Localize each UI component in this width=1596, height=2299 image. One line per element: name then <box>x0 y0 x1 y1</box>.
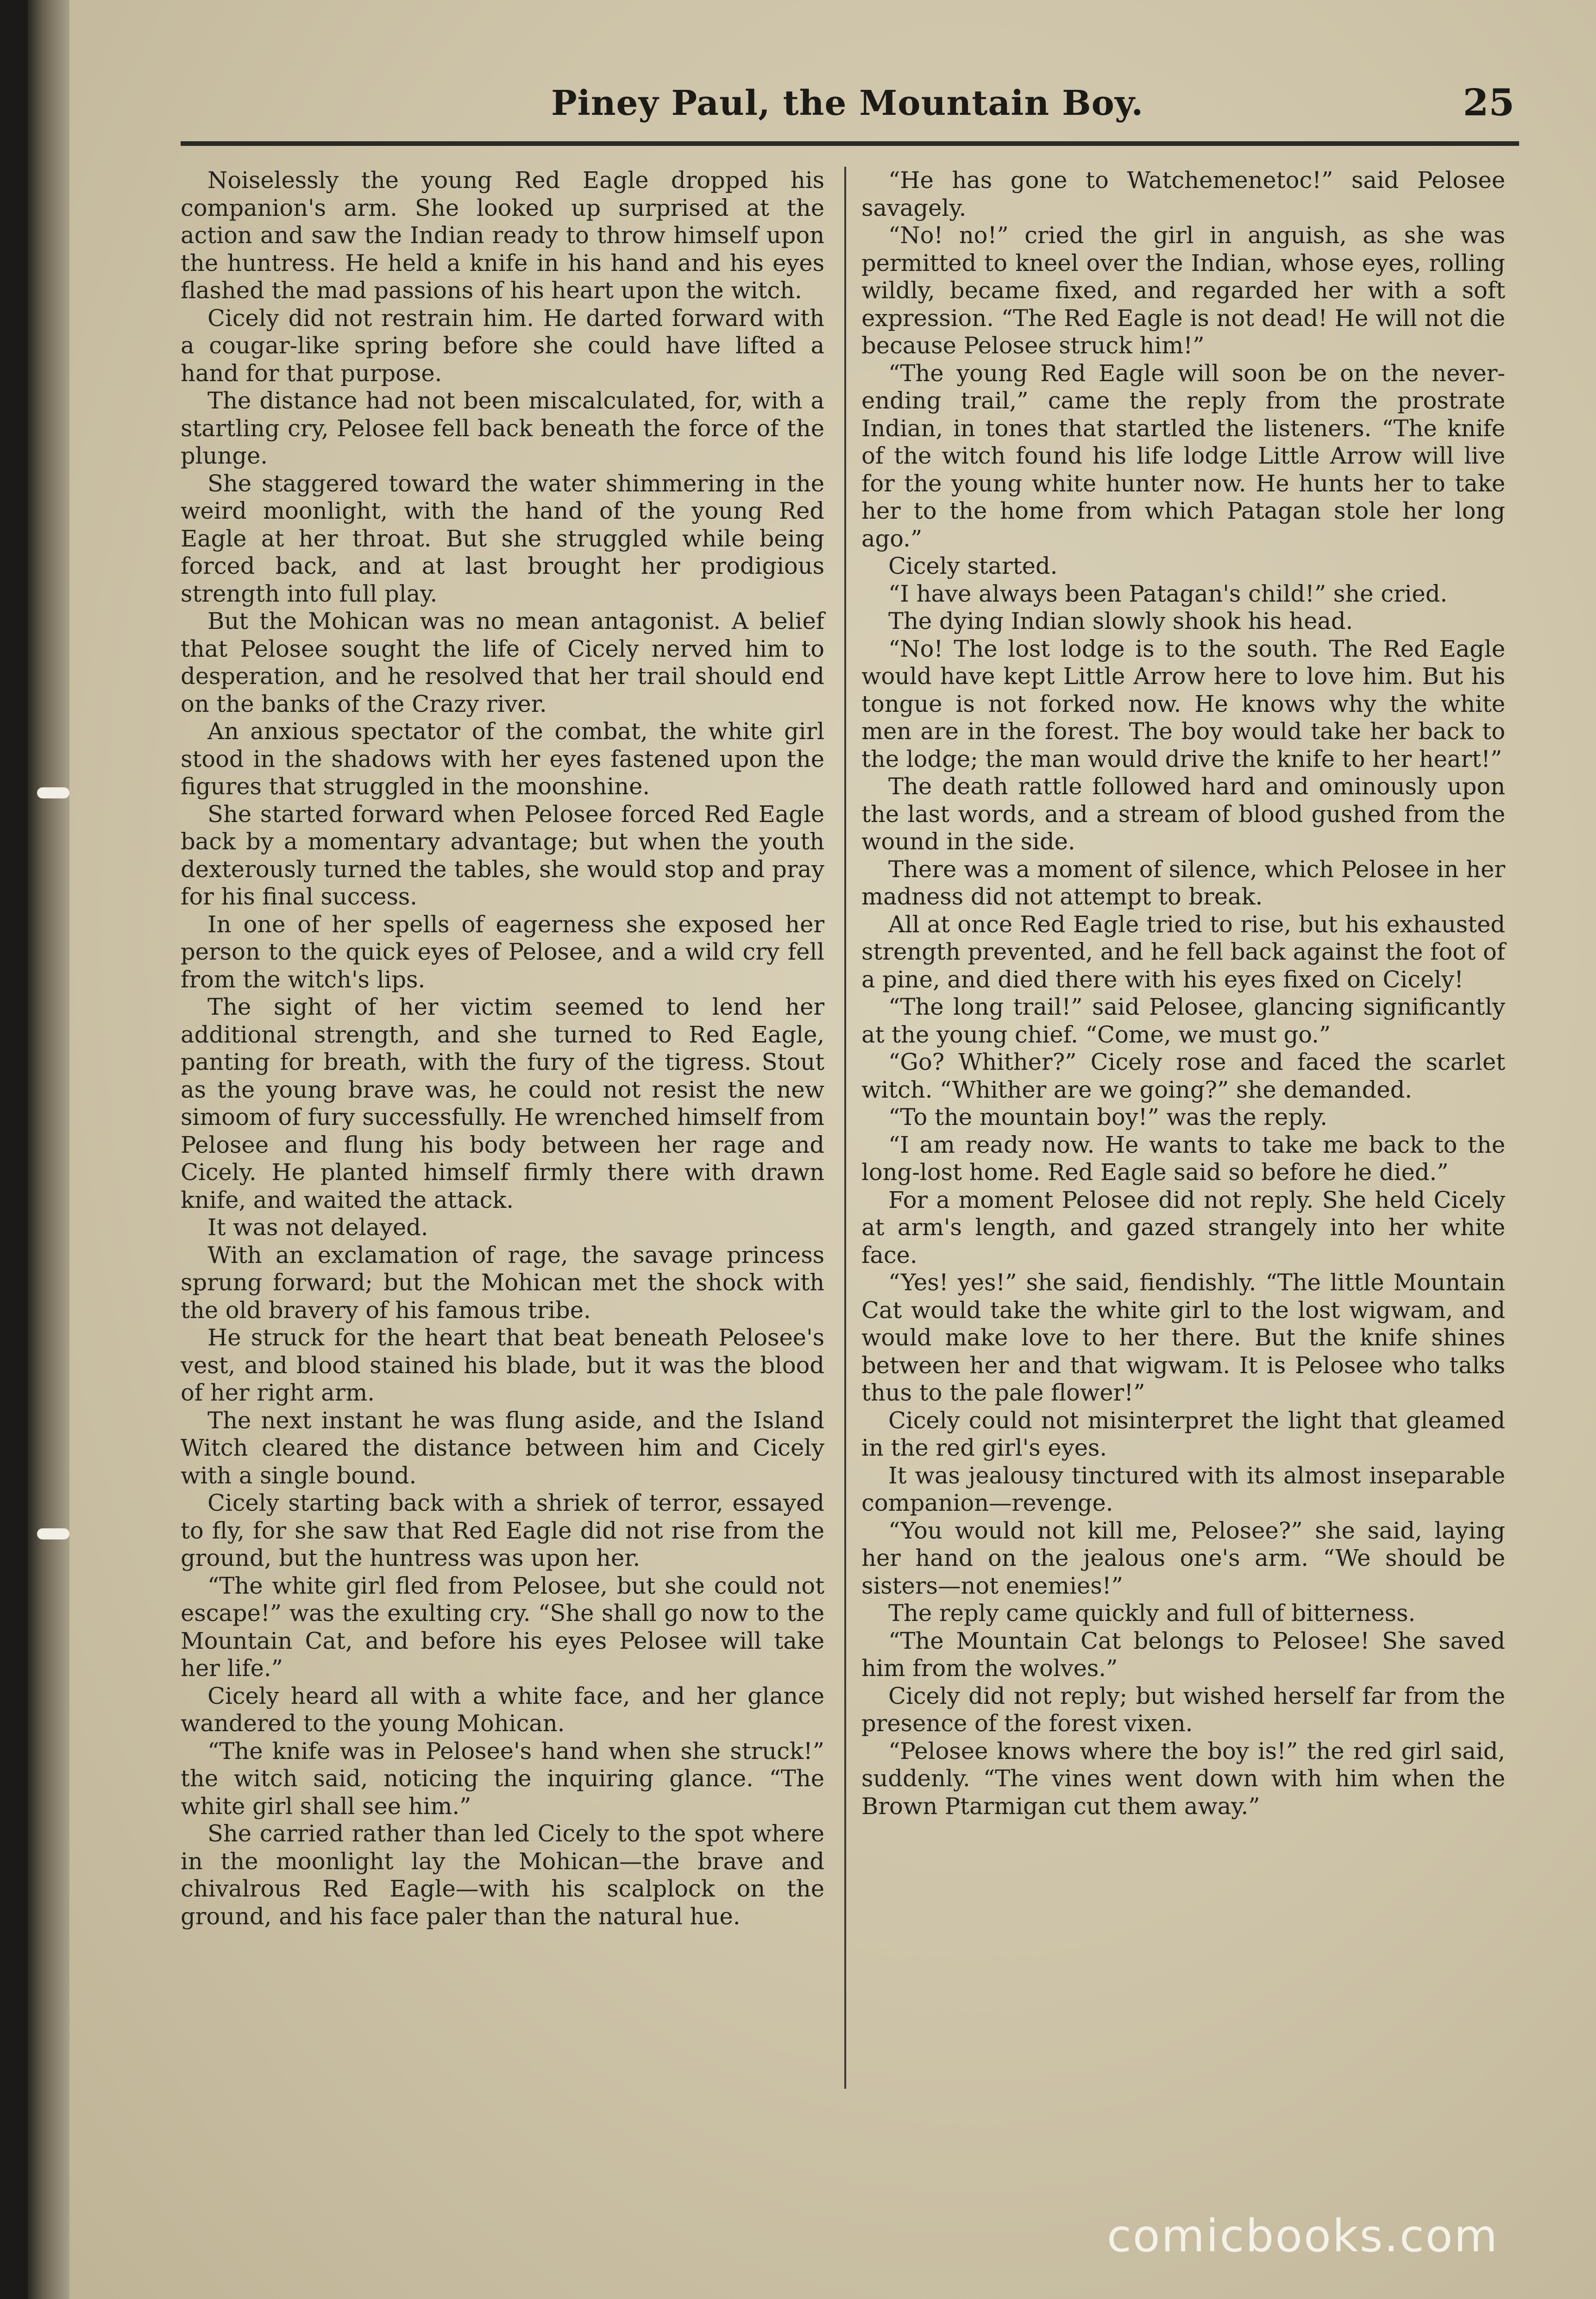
paragraph: For a moment Pelosee did not reply. She held Cicely at arm's length, and gazed strangely into her white face. <box>861 1186 1505 1269</box>
paragraph: There was a moment of silence, which Pelosee in her madness did not attempt to break. <box>861 855 1505 910</box>
paragraph: “Go? Whither?” Cicely rose and faced the scarlet witch. “Whither are we going?” she demanded. <box>861 1049 1505 1103</box>
paragraph: Cicely started. <box>888 553 1058 579</box>
watermark: comicbooks.com <box>1106 2210 1499 2262</box>
right-column <box>861 167 1505 1820</box>
paragraph: Cicely did not restrain him. He darted forward with a cougar-like spring before she could have lifted a hand for that purpose. <box>181 304 824 387</box>
paragraph: It was not delayed. <box>207 1214 428 1241</box>
paragraph: The next instant he was flung aside, and the Island Witch cleared the distance between him and Cicely with a single bound. <box>181 1407 824 1489</box>
paragraph: “The knife was in Pelosee's hand when she struck!” the witch said, noticing the inquiring glance. “The white girl shall see him.” <box>181 1737 824 1820</box>
paragraph: Cicely could not misinterpret the light that gleamed in the red girl's eyes. <box>861 1407 1505 1461</box>
paragraph: It was jealousy tinctured with its almost inseparable companion—revenge. <box>861 1462 1505 1516</box>
paragraph: In one of her spells of eagerness she exposed her person to the quick eyes of Pelosee, and a wild cry fell from the witch's lips. <box>181 911 824 993</box>
page-number: 25 <box>1463 81 1514 124</box>
paragraph: “He has gone to Watchemenetoc!” said Pelosee savagely. <box>861 167 1505 221</box>
paragraph: All at once Red Eagle tried to rise, but his exhausted strength prevented, and he fell back against the foot of a pine, and died there with his eyes fixed on Cicely! <box>861 911 1505 993</box>
paragraph: “The white girl fled from Pelosee, but she could not escape!” was the exulting cry. “She shall go now to the Mountain Cat, and before his eyes Pelosee will take her life.” <box>181 1572 824 1682</box>
left-column <box>181 167 824 1930</box>
paragraph: He struck for the heart that beat beneath Pelosee's vest, and blood stained his blade, but it was the blood of her right arm. <box>181 1324 824 1406</box>
paragraph: Noiselessly the young Red Eagle dropped his companion's arm. She looked up surprised at the action and saw the Indian ready to throw himself upon the huntress. He held a knife in his hand and his eyes flashed the mad passions of his heart upon the witch. <box>181 167 824 304</box>
page-header <box>181 69 1519 139</box>
paragraph: Cicely starting back with a shriek of terror, essayed to fly, for she saw that Red Eagle did not rise from the ground, but the huntress was upon her. <box>181 1489 824 1571</box>
paragraph: The reply came quickly and full of bitterness. <box>888 1600 1416 1627</box>
paragraph: Cicely did not reply; but wished herself far from the presence of the forest vixen. <box>861 1682 1505 1737</box>
paragraph: “The Mountain Cat belongs to Pelosee! She saved him from the wolves.” <box>861 1627 1505 1682</box>
paragraph: “To the mountain boy!” was the reply. <box>888 1104 1327 1131</box>
header-rule <box>181 141 1519 146</box>
paragraph: She staggered toward the water shimmering in the weird moonlight, with the hand of the young Red Eagle at her throat. But she struggled while being forced back, and at last brought her prodigious strength into full play. <box>181 470 824 607</box>
binding-thread <box>37 787 69 798</box>
page <box>28 0 1596 2299</box>
paragraph: The dying Indian slowly shook his head. <box>888 608 1353 634</box>
paragraph: But the Mohican was no mean antagonist. A belief that Pelosee sought the life of Cicely nerved him to desperation, and he resolved that her trail should end on the banks of the Crazy river. <box>181 608 824 717</box>
column-divider <box>844 167 846 2089</box>
paragraph: “Pelosee knows where the boy is!” the red girl said, suddenly. “The vines went down with him when the Brown Ptarmigan cut them away.” <box>861 1737 1505 1820</box>
paragraph: “I am ready now. He wants to take me back to the long-lost home. Red Eagle said so before he died.” <box>861 1131 1505 1186</box>
paragraph: Cicely heard all with a white face, and her glance wandered to the young Mohican. <box>181 1682 824 1737</box>
paragraph: “Yes! yes!” she said, fiendishly. “The little Mountain Cat would take the white girl to the lost wigwam, and would make love to her there. But the knife shines between her and that wigwam. It is Pelosee who talks thus to the pale flower!” <box>861 1269 1505 1406</box>
paragraph: With an exclamation of rage, the savage princess sprung forward; but the Mohican met the shock with the old bravery of his famous tribe. <box>181 1241 824 1324</box>
paragraph: The death rattle followed hard and ominously upon the last words, and a stream of blood gushed from the wound in the side. <box>861 773 1505 855</box>
running-title: Piney Paul, the Mountain Boy. <box>551 83 1144 123</box>
paragraph: She started forward when Pelosee forced Red Eagle back by a momentary advantage; but when the youth dexterously turned the tables, she would stop and pray for his final success. <box>181 800 824 910</box>
paragraph: “No! no!” cried the girl in anguish, as she was permitted to kneel over the Indian, whose eyes, rolling wildly, became fixed, and regarded her with a soft expression. “The Red Eagle is not dead! He will not die because Pelosee struck him!” <box>861 222 1505 359</box>
paragraph: The sight of her victim seemed to lend her additional strength, and she turned to Red Eagle, panting for breath, with the fury of the tigress. Stout as the young brave was, he could not resist the new simoom of fury successfully. He wrenched himself from Pelosee and flung his body between her rage and Cicely. He planted himself firmly there with drawn knife, and waited the attack. <box>181 993 824 1213</box>
paragraph: The distance had not been miscalculated, for, with a startling cry, Pelosee fell back beneath the force of the plunge. <box>181 387 824 469</box>
paragraph: “The long trail!” said Pelosee, glancing significantly at the young chief. “Come, we must go.” <box>861 993 1505 1048</box>
paragraph: An anxious spectator of the combat, the white girl stood in the shadows with her eyes fastened upon the figures that struggled in the moonshine. <box>181 718 824 800</box>
paragraph: “The young Red Eagle will soon be on the never-ending trail,” came the reply from the prostrate Indian, in tones that startled the listeners. “The knife of the witch found his life lodge Little Arrow will live for the young white hunter now. He hunts her to take her to the home from which Patagan stole her long ago.” <box>861 359 1505 552</box>
paragraph: She carried rather than led Cicely to the spot where in the moonlight lay the Mohican—the brave and chivalrous Red Eagle—with his scalplock on the ground, and his face paler than the natural hue. <box>181 1820 824 1930</box>
binding-thread <box>37 1528 69 1539</box>
paragraph: “You would not kill me, Pelosee?” she said, laying her hand on the jealous one's arm. “We should be sisters—not enemies!” <box>861 1517 1505 1599</box>
binding-spine <box>28 0 69 2299</box>
paragraph: “I have always been Patagan's child!” she cried. <box>888 580 1448 607</box>
paragraph: “No! The lost lodge is to the south. The Red Eagle would have kept Little Arrow here to love him. But his tongue is not forked now. He knows why the white men are in the forest. The boy would take her back to the lodge; the man would drive the knife to her heart!” <box>861 635 1505 773</box>
